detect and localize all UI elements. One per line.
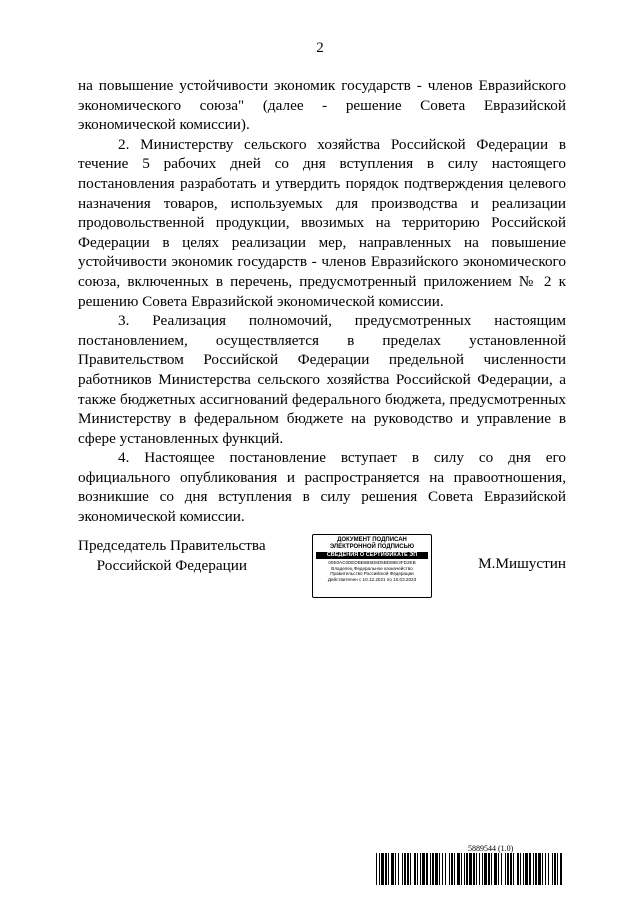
- electronic-signature-stamp: [312, 534, 432, 598]
- document-body: [78, 76, 566, 527]
- paragraph-4: 4. Настоящее постановление вступает в силу со дня его официального опубликования и распространяется на правоотношения, возникшие со дня вступления в силу решения Совета Евразийской экономической комиссии.: [78, 449, 566, 526]
- barcode: [376, 853, 562, 885]
- signatory-title-line1: Председатель Правительства: [78, 537, 266, 554]
- stamp-issuer-line2: Правительство Российской Федерации: [330, 571, 414, 577]
- signature-block: [78, 536, 566, 606]
- signatory-name: М.Мишустин: [478, 555, 566, 572]
- stamp-issuer-line1: Владелец Федеральное казначейство: [331, 565, 413, 571]
- stamp-line1: ДОКУМЕНТ ПОДПИСАН: [337, 537, 407, 543]
- page-number: 2: [316, 40, 324, 56]
- stamp-cert-label: СВЕДЕНИЯ О СЕРТИФИКАТЕ ЭП: [316, 552, 428, 559]
- paragraph-continuation: на повышение устойчивости экономик государств - членов Евразийского экономического союза" (далее - решение Совета Евразийской экономической комиссии).: [78, 77, 566, 134]
- stamp-line2: ЭЛЕКТРОННОЙ ПОДПИСЬЮ: [329, 544, 415, 550]
- stamp-serial: 00E0AC0DEDBB6B5D8D5BD86E3FD2EB: [328, 560, 416, 565]
- signatory-title: [78, 536, 266, 575]
- signatory-title-line2: Российской Федерации: [96, 556, 247, 574]
- paragraph-2: 2. Министерству сельского хозяйства Российской Федерации в течение 5 рабочих дней со дня вступления в силу настоящего постановления разработать и утвердить порядок подтверждения целевого назначения товаров, используемых для производства и реализации продовольственной продукции, ввозимых на территорию Российской Федерации в целях реализации мер, направленных на повышение устойчивости экономик государств - членов Евразийского экономического союза, включенных в перечень, предусмотренный приложением № 2 к решению Совета Евразийской экономической комиссии.: [78, 135, 566, 310]
- document-code: 5889544 (1.0): [468, 844, 514, 853]
- stamp-validity: Действителен с 10.12.2021 по 10.03.2023: [327, 576, 417, 582]
- paragraph-3: 3. Реализация полномочий, предусмотренных настоящим постановлением, осуществляется в пределах установленной Правительством Российской Федерации предельной численности работников Министерства сельского хозяйства Российской Федерации, а также бюджетных ассигнований федерального бюджета, предусмотренных Министерству в федеральном бюджете на руководство и управление в сфере установленных функций.: [78, 312, 566, 447]
